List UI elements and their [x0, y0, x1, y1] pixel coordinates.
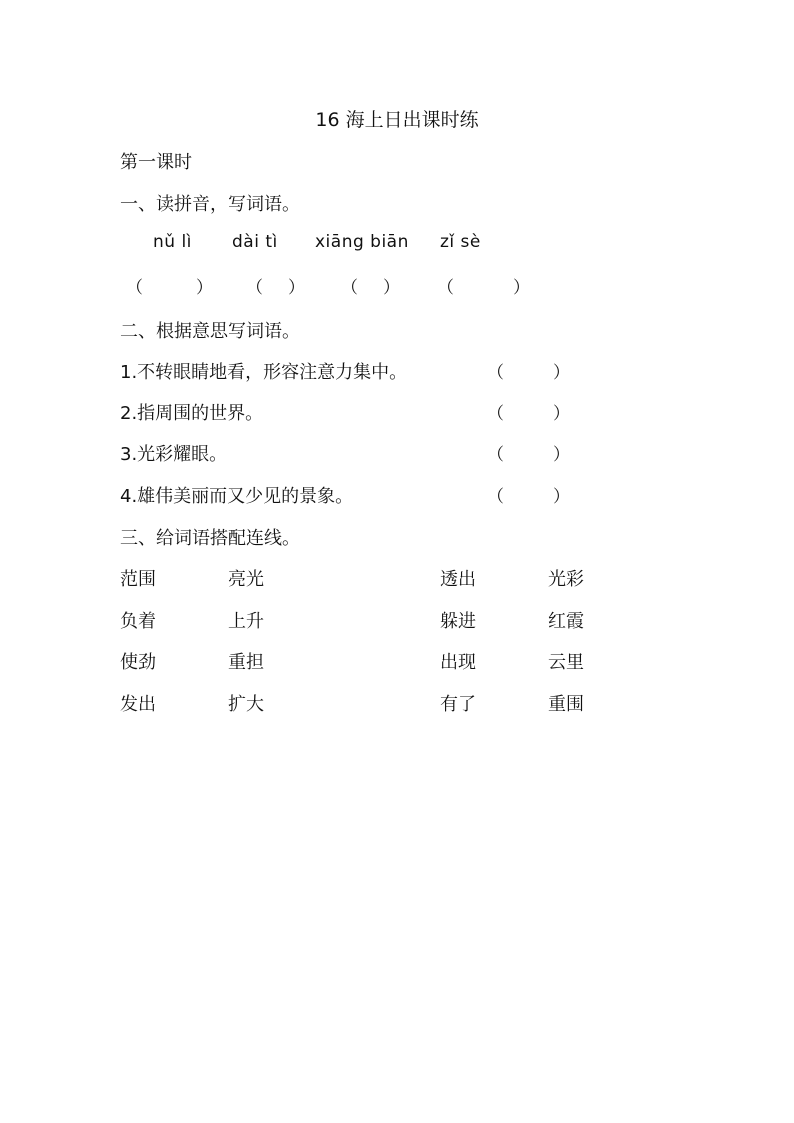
match-word-r2-c3: 躲进 — [440, 611, 476, 632]
pinyin-3: xiāng biān — [315, 232, 409, 252]
match-word-r2-c2: 上升 — [228, 611, 264, 632]
definition-item-3: 3.光彩耀眼。 — [120, 444, 228, 465]
match-word-r3-c2: 重担 — [228, 652, 264, 673]
definition-item-4: 4.雄伟美丽而又少见的景象。 — [120, 486, 354, 507]
match-word-r4-c4: 重围 — [548, 694, 584, 715]
answer-blank-2[interactable]: （ ） — [246, 278, 305, 298]
section3-heading: 三、给词语搭配连线。 — [120, 528, 300, 549]
match-word-r4-c1: 发出 — [120, 694, 156, 715]
match-word-r3-c4: 云里 — [548, 652, 584, 673]
pinyin-2: dài tì — [232, 232, 278, 252]
match-word-r4-c3: 有了 — [440, 694, 476, 715]
definition-answer-blank-1[interactable]: （ ） — [487, 363, 570, 383]
worksheet-title: 16 海上日出课时练 — [315, 109, 479, 131]
answer-blank-3[interactable]: （ ） — [341, 278, 400, 298]
definition-item-2: 2.指周围的世界。 — [120, 403, 264, 424]
definition-answer-blank-2[interactable]: （ ） — [487, 404, 570, 424]
pinyin-4: zǐ sè — [440, 232, 481, 252]
pinyin-1: nǔ lì — [153, 232, 192, 252]
definition-item-1: 1.不转眼睛地看，形容注意力集中。 — [120, 362, 408, 383]
definition-answer-blank-3[interactable]: （ ） — [487, 445, 570, 465]
match-word-r1-c3: 透出 — [440, 569, 476, 590]
section2-heading: 二、根据意思写词语。 — [120, 321, 300, 342]
match-word-r1-c2: 亮光 — [228, 569, 264, 590]
match-word-r2-c1: 负着 — [120, 611, 156, 632]
section1-heading: 一、读拼音，写词语。 — [120, 194, 300, 215]
definition-answer-blank-4[interactable]: （ ） — [487, 487, 570, 507]
match-word-r3-c3: 出现 — [440, 652, 476, 673]
answer-blank-1[interactable]: （ ） — [126, 278, 213, 298]
match-word-r1-c1: 范围 — [120, 569, 156, 590]
answer-blank-4[interactable]: （ ） — [437, 278, 530, 298]
lesson-label: 第一课时 — [120, 152, 192, 173]
match-word-r4-c2: 扩大 — [228, 694, 264, 715]
match-word-r3-c1: 使劲 — [120, 652, 156, 673]
match-word-r2-c4: 红霞 — [548, 611, 584, 632]
match-word-r1-c4: 光彩 — [548, 569, 584, 590]
